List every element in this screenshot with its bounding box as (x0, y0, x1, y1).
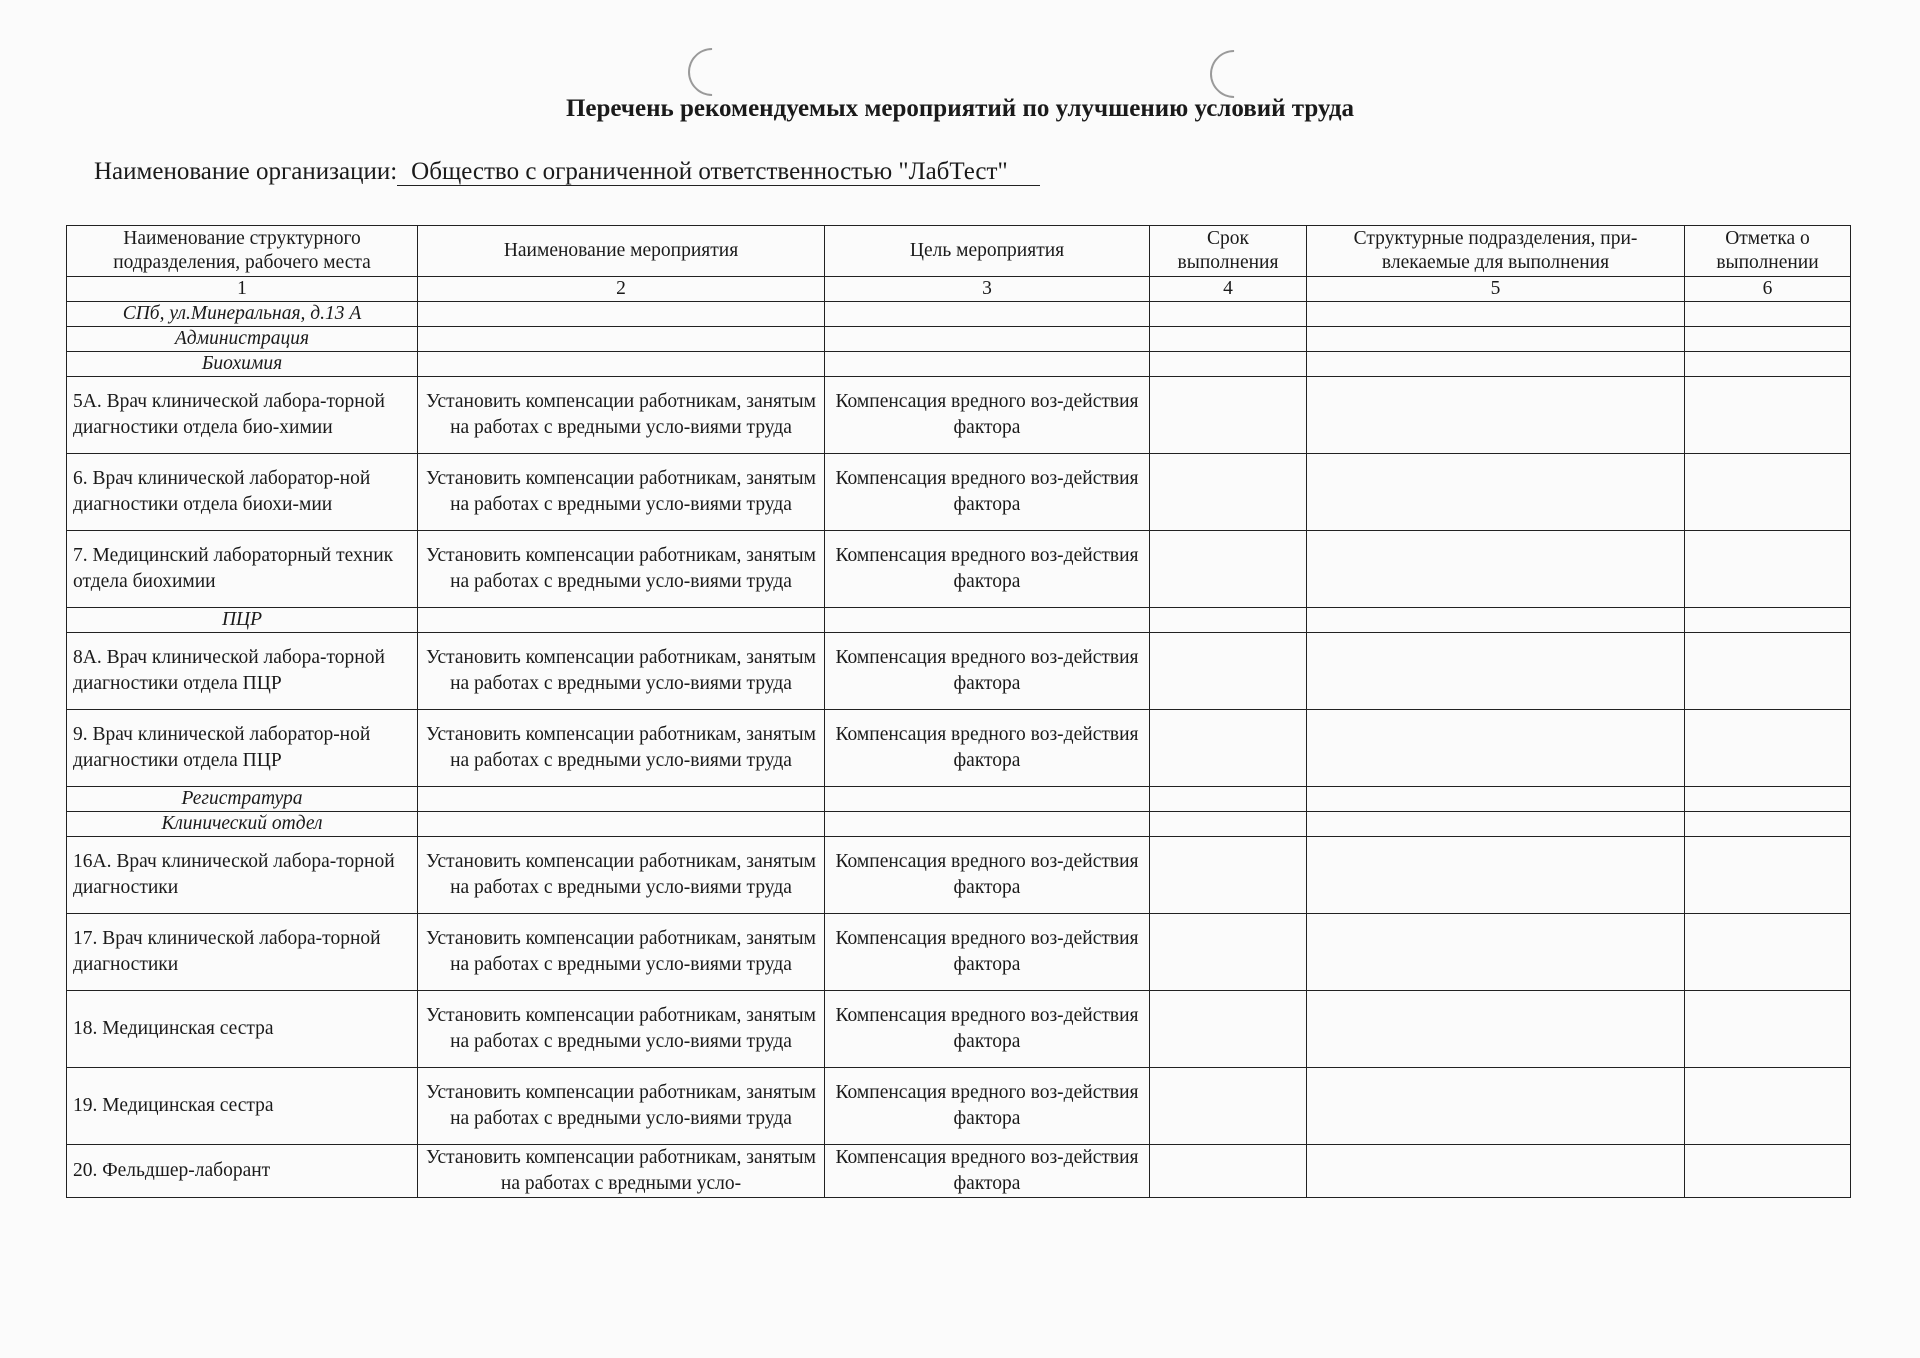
section-row (67, 302, 1851, 327)
position-cell: 17. Врач клинической лабора-торной диагностики (67, 914, 418, 991)
position-cell: 18. Медицинская сестра (67, 991, 418, 1068)
section-pcr: ПЦР (67, 608, 418, 633)
section-row (67, 327, 1851, 352)
goal-cell: Компенсация вредного воз-действия фактора (825, 633, 1150, 710)
position-cell: 19. Медицинская сестра (67, 1068, 418, 1145)
organization-name: Общество с ограниченной ответственностью "ЛабТест" (397, 158, 1039, 186)
section-administration: Администрация (67, 327, 418, 352)
column-number: 6 (1685, 277, 1851, 302)
table-row (67, 633, 1851, 710)
table-row (67, 914, 1851, 991)
header-cell: Структурные подразделения, при-влекаемые для выполнения (1307, 226, 1685, 277)
action-cell: Установить компенсации работникам, занятым на работах с вредными усло- (418, 1145, 825, 1198)
action-cell: Установить компенсации работникам, занятым на работах с вредными усло-виями труда (418, 710, 825, 787)
table-row (67, 1068, 1851, 1145)
goal-cell: Компенсация вредного воз-действия фактора (825, 837, 1150, 914)
column-number: 1 (67, 277, 418, 302)
section-registry: Регистратура (67, 787, 418, 812)
section-row (67, 608, 1851, 633)
header-cell: Отметка о выполнении (1685, 226, 1851, 277)
goal-cell: Компенсация вредного воз-действия фактора (825, 991, 1150, 1068)
header-cell: Наименование структурного подразделения, рабочего места (67, 226, 418, 277)
action-cell: Установить компенсации работникам, занятым на работах с вредными усло-виями труда (418, 531, 825, 608)
position-cell: 20. Фельдшер-лаборант (67, 1145, 418, 1198)
measures-table (66, 225, 1851, 1198)
position-cell: 5А. Врач клинической лабора-торной диагностики отдела био-химии (67, 377, 418, 454)
position-cell: 7. Медицинский лабораторный техник отдела биохимии (67, 531, 418, 608)
goal-cell: Компенсация вредного воз-действия фактора (825, 914, 1150, 991)
organization-label: Наименование организации: (94, 158, 398, 185)
column-number: 2 (418, 277, 825, 302)
section-biochemistry: Биохимия (67, 352, 418, 377)
goal-cell: Компенсация вредного воз-действия фактора (825, 454, 1150, 531)
section-row (67, 352, 1851, 377)
goal-cell: Компенсация вредного воз-действия фактора (825, 1068, 1150, 1145)
table-header-row (67, 226, 1851, 277)
column-number: 4 (1150, 277, 1307, 302)
table-row (67, 1145, 1851, 1198)
action-cell: Установить компенсации работникам, занятым на работах с вредными усло-виями труда (418, 914, 825, 991)
position-cell: 9. Врач клинической лаборатор-ной диагностики отдела ПЦР (67, 710, 418, 787)
goal-cell: Компенсация вредного воз-действия фактора (825, 710, 1150, 787)
action-cell: Установить компенсации работникам, занятым на работах с вредными усло-виями труда (418, 1068, 825, 1145)
table-row (67, 710, 1851, 787)
action-cell: Установить компенсации работникам, занятым на работах с вредными усло-виями труда (418, 454, 825, 531)
action-cell: Установить компенсации работникам, занятым на работах с вредными усло-виями труда (418, 991, 825, 1068)
table-row (67, 837, 1851, 914)
table-row (67, 991, 1851, 1068)
position-cell: 16А. Врач клинической лабора-торной диагностики (67, 837, 418, 914)
section-row (67, 787, 1851, 812)
action-cell: Установить компенсации работникам, занятым на работах с вредными усло-виями труда (418, 837, 825, 914)
goal-cell: Компенсация вредного воз-действия фактора (825, 1145, 1150, 1198)
section-clinical: Клинический отдел (67, 812, 418, 837)
position-cell: 8А. Врач клинической лабора-торной диагностики отдела ПЦР (67, 633, 418, 710)
header-cell: Срок выполнения (1150, 226, 1307, 277)
section-address: СПб, ул.Минеральная, д.13 А (67, 302, 418, 327)
column-number: 5 (1307, 277, 1685, 302)
table-row (67, 454, 1851, 531)
position-cell: 6. Врач клинической лаборатор-ной диагностики отдела биохи-мии (67, 454, 418, 531)
column-number-row (67, 277, 1851, 302)
organization-line (94, 158, 1040, 186)
table-row (67, 377, 1851, 454)
section-row (67, 812, 1851, 837)
action-cell: Установить компенсации работникам, занятым на работах с вредными усло-виями труда (418, 377, 825, 454)
header-cell: Цель мероприятия (825, 226, 1150, 277)
header-cell: Наименование мероприятия (418, 226, 825, 277)
goal-cell: Компенсация вредного воз-действия фактора (825, 377, 1150, 454)
goal-cell: Компенсация вредного воз-действия фактора (825, 531, 1150, 608)
column-number: 3 (825, 277, 1150, 302)
table-row (67, 531, 1851, 608)
document-title: Перечень рекомендуемых мероприятий по улучшению условий труда (565, 95, 1355, 122)
action-cell: Установить компенсации работникам, занятым на работах с вредными усло-виями труда (418, 633, 825, 710)
